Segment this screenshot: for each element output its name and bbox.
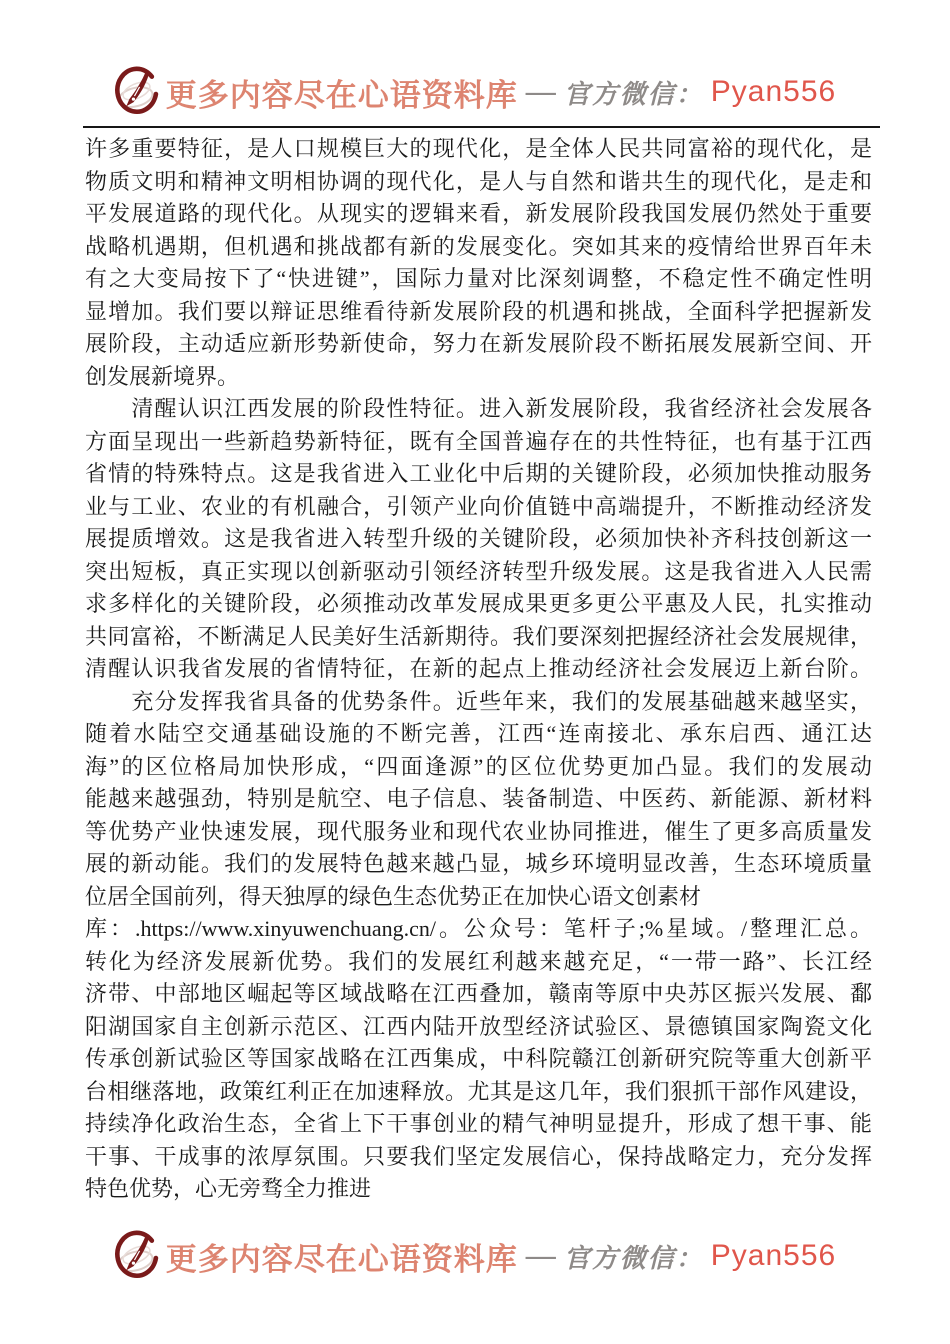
text-line: 展阶段，主动适应新形势新使命，努力在新发展阶段不断拓展发展新空间、开 bbox=[85, 331, 872, 356]
text-line: 共同富裕，不断满足人民美好生活新期待。我们要深刻把握经济社会发展规律， bbox=[85, 623, 872, 649]
text-line: 省情的特殊特点。这是我省进入工业化中后期的关键阶段，必须加快推动服务 bbox=[85, 461, 872, 486]
header-brand-text: 更多内容尽在心语资料库 bbox=[165, 77, 518, 113]
header-wechat-label: 官方微信： bbox=[563, 79, 704, 109]
text-line: 充分发挥我省具备的优势条件。近些年来，我们的发展基础越来越坚实， bbox=[85, 688, 872, 714]
text-line: 持续净化政治生态，全省上下干事创业的精气神明显提升，形成了想干事、能 bbox=[85, 1111, 872, 1136]
text-line: 位居全国前列，得天独厚的绿色生态优势正在加快心语文创素材 bbox=[85, 883, 702, 909]
text-line: 许多重要特征，是人口规模巨大的现代化，是全体人民共同富裕的现代化，是 bbox=[85, 136, 872, 161]
text-line: 转化为经济发展新优势。我们的发展红利越来越充足，“一带一路”、长江经 bbox=[85, 948, 872, 974]
text-line: 清醒认识江西发展的阶段性特征。进入新发展阶段，我省经济社会发展各 bbox=[85, 396, 872, 421]
header-brandbar bbox=[0, 64, 950, 120]
text-line: 显增加。我们要以辩证思维看待新发展阶段的机遇和挑战，全面科学把握新发 bbox=[85, 298, 872, 324]
text-line: 济带、中部地区崛起等区域战略在江西叠加，赣南等原中央苏区振兴发展、鄱 bbox=[85, 981, 872, 1006]
text-line: 平发展道路的现代化。从现实的逻辑来看，新发展阶段我国发展仍然处于重要 bbox=[85, 201, 872, 226]
text-line: 展提质增效。这是我省进入转型升级的关键阶段，必须加快补齐科技创新这一 bbox=[85, 526, 872, 551]
document-text-block bbox=[85, 133, 872, 1206]
text-line: 有之大变局按下了“快进键”，国际力量对比深刻调整，不稳定性不确定性明 bbox=[85, 266, 872, 291]
pen-swirl-logo-icon bbox=[114, 1230, 159, 1282]
text-line: 业与工业、农业的有机融合，引领产业向价值链中高端提升，不断推动经济发 bbox=[85, 493, 872, 519]
footer-brandbar bbox=[0, 1228, 950, 1284]
text-line: 传承创新试验区等国家战略在江西集成，中科院赣江创新研究院等重大创新平 bbox=[85, 1046, 872, 1071]
footer-dash: — bbox=[525, 1239, 556, 1272]
text-line: 展的新动能。我们的发展特色越来越凸显，城乡环境明显改善，生态环境质量 bbox=[85, 851, 872, 876]
text-line: 随着水陆空交通基础设施的不断完善，江西“连南接北、承东启西、通江达 bbox=[85, 721, 872, 746]
text-line: 特色优势，心无旁骛全力推进 bbox=[85, 1176, 372, 1201]
text-line: 等优势产业快速发展，现代服务业和现代农业协同推进，催生了更多高质量发 bbox=[85, 818, 872, 844]
header-wechat-id: Pyan556 bbox=[710, 75, 837, 108]
text-line: 物质文明和精神文明相协调的现代化，是人与自然和谐共生的现代化，是走和 bbox=[85, 168, 872, 194]
text-line: 干事、干成事的浓厚氛围。只要我们坚定发展信心，保持战略定力，充分发挥 bbox=[85, 1143, 872, 1169]
text-line: 创发展新境界。 bbox=[85, 363, 240, 389]
text-line: 方面呈现出一些新趋势新特征，既有全国普遍存在的共性特征，也有基于江西 bbox=[85, 428, 872, 454]
text-line: 海”的区位格局加快形成，“四面逢源”的区位优势更加凸显。我们的发展动 bbox=[85, 753, 872, 779]
text-line-watermark-url: 库：.https://www.xinyuwenchuang.cn/。公众号：笔杆子;%星域。/整理汇总。 bbox=[85, 916, 872, 941]
footer-wechat-id: Pyan556 bbox=[710, 1239, 837, 1272]
pen-swirl-logo-icon bbox=[114, 66, 159, 118]
text-line: 能越来越强劲，特别是航空、电子信息、装备制造、中医药、新能源、新材料 bbox=[85, 786, 872, 811]
text-line: 台相继落地，政策红利正在加速释放。尤其是这几年，我们狠抓干部作风建设， bbox=[85, 1078, 872, 1104]
footer-wechat-label: 官方微信： bbox=[563, 1243, 704, 1273]
text-line: 求多样化的关键阶段，必须推动改革发展成果更多更公平惠及人民，扎实推动 bbox=[85, 591, 872, 616]
text-line: 清醒认识我省发展的省情特征，在新的起点上推动经济社会发展迈上新台阶。 bbox=[85, 656, 872, 681]
text-line: 战略机遇期，但机遇和挑战都有新的发展变化。突如其来的疫情给世界百年未 bbox=[85, 233, 872, 259]
text-line: 阳湖国家自主创新示范区、江西内陆开放型经济试验区、景德镇国家陶瓷文化 bbox=[85, 1013, 872, 1039]
header-dash: — bbox=[525, 75, 556, 108]
text-line: 突出短板，真正实现以创新驱动引领经济转型升级发展。这是我省进入人民需 bbox=[85, 558, 872, 584]
header-divider-rule bbox=[83, 126, 880, 128]
footer-brand-text: 更多内容尽在心语资料库 bbox=[165, 1241, 518, 1277]
